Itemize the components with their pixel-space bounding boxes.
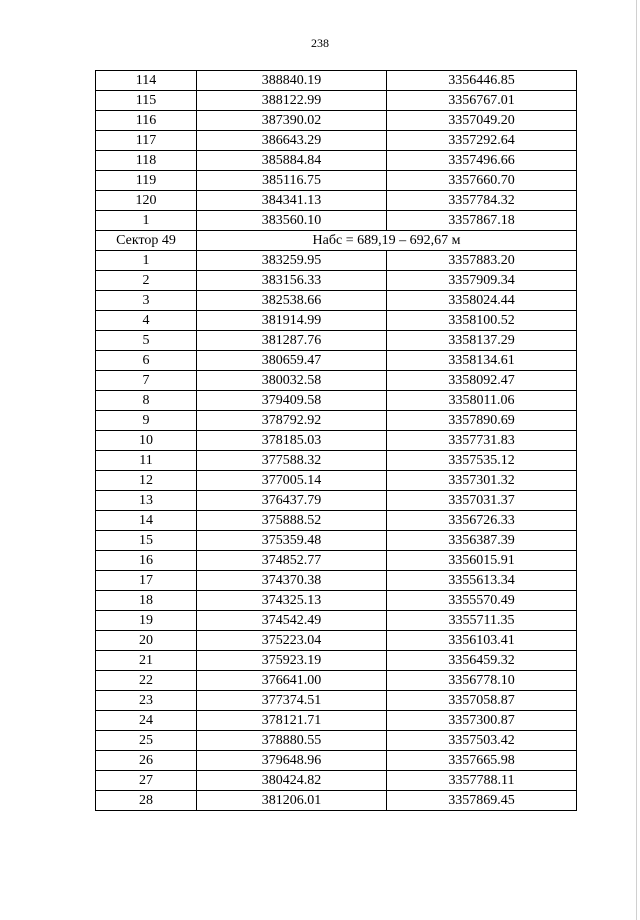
y-coordinate-cell: 3356103.41 — [387, 631, 577, 651]
x-coordinate-cell: 383259.95 — [197, 251, 387, 271]
table-body-top — [96, 71, 577, 231]
table-row — [96, 571, 577, 591]
y-coordinate-cell: 3358024.44 — [387, 291, 577, 311]
y-coordinate-cell: 3357031.37 — [387, 491, 577, 511]
y-coordinate-cell: 3358137.29 — [387, 331, 577, 351]
table-row — [96, 391, 577, 411]
x-coordinate-cell: 375888.52 — [197, 511, 387, 531]
section-row — [96, 231, 577, 251]
x-coordinate-cell: 381914.99 — [197, 311, 387, 331]
point-number-cell: 4 — [96, 311, 197, 331]
y-coordinate-cell: 3357890.69 — [387, 411, 577, 431]
x-coordinate-cell: 380424.82 — [197, 771, 387, 791]
point-number-cell: 117 — [96, 131, 197, 151]
table-row — [96, 191, 577, 211]
point-number-cell: 26 — [96, 751, 197, 771]
section-header — [96, 231, 577, 251]
y-coordinate-cell: 3357301.32 — [387, 471, 577, 491]
table-row — [96, 771, 577, 791]
table-body-bottom — [96, 251, 577, 811]
table-row — [96, 751, 577, 771]
y-coordinate-cell: 3358092.47 — [387, 371, 577, 391]
point-number-cell: 9 — [96, 411, 197, 431]
point-number-cell: 12 — [96, 471, 197, 491]
page-edge-line — [636, 0, 637, 920]
point-number-cell: 13 — [96, 491, 197, 511]
table-row — [96, 351, 577, 371]
point-number-cell: 6 — [96, 351, 197, 371]
y-coordinate-cell: 3356387.39 — [387, 531, 577, 551]
table-row — [96, 471, 577, 491]
x-coordinate-cell: 388122.99 — [197, 91, 387, 111]
table-row — [96, 411, 577, 431]
point-number-cell: 22 — [96, 671, 197, 691]
y-coordinate-cell: 3356015.91 — [387, 551, 577, 571]
y-coordinate-cell: 3357869.45 — [387, 791, 577, 811]
y-coordinate-cell: 3357503.42 — [387, 731, 577, 751]
table-row — [96, 211, 577, 231]
x-coordinate-cell: 380032.58 — [197, 371, 387, 391]
table-row — [96, 551, 577, 571]
y-coordinate-cell: 3357784.32 — [387, 191, 577, 211]
x-coordinate-cell: 387390.02 — [197, 111, 387, 131]
point-number-cell: 15 — [96, 531, 197, 551]
point-number-cell: 2 — [96, 271, 197, 291]
point-number-cell: 16 — [96, 551, 197, 571]
section-altitude: Набс = 689,19 – 692,67 м — [197, 231, 577, 251]
table-row — [96, 331, 577, 351]
point-number-cell: 116 — [96, 111, 197, 131]
x-coordinate-cell: 378121.71 — [197, 711, 387, 731]
y-coordinate-cell: 3357731.83 — [387, 431, 577, 451]
x-coordinate-cell: 375223.04 — [197, 631, 387, 651]
x-coordinate-cell: 376641.00 — [197, 671, 387, 691]
point-number-cell: 19 — [96, 611, 197, 631]
y-coordinate-cell: 3357058.87 — [387, 691, 577, 711]
y-coordinate-cell: 3356459.32 — [387, 651, 577, 671]
point-number-cell: 25 — [96, 731, 197, 751]
point-number-cell: 10 — [96, 431, 197, 451]
x-coordinate-cell: 374370.38 — [197, 571, 387, 591]
x-coordinate-cell: 376437.79 — [197, 491, 387, 511]
point-number-cell: 120 — [96, 191, 197, 211]
table-row — [96, 791, 577, 811]
y-coordinate-cell: 3355570.49 — [387, 591, 577, 611]
table-row — [96, 271, 577, 291]
table-row — [96, 671, 577, 691]
y-coordinate-cell: 3358100.52 — [387, 311, 577, 331]
point-number-cell: 119 — [96, 171, 197, 191]
y-coordinate-cell: 3357788.11 — [387, 771, 577, 791]
y-coordinate-cell: 3357867.18 — [387, 211, 577, 231]
x-coordinate-cell: 377588.32 — [197, 451, 387, 471]
point-number-cell: 5 — [96, 331, 197, 351]
x-coordinate-cell: 379409.58 — [197, 391, 387, 411]
y-coordinate-cell: 3357300.87 — [387, 711, 577, 731]
table-row — [96, 171, 577, 191]
table-row — [96, 311, 577, 331]
table-row — [96, 531, 577, 551]
x-coordinate-cell: 375359.48 — [197, 531, 387, 551]
table-row — [96, 111, 577, 131]
y-coordinate-cell: 3357660.70 — [387, 171, 577, 191]
point-number-cell: 27 — [96, 771, 197, 791]
section-label: Сектор 49 — [96, 231, 197, 251]
y-coordinate-cell: 3357292.64 — [387, 131, 577, 151]
point-number-cell: 118 — [96, 151, 197, 171]
x-coordinate-cell: 388840.19 — [197, 71, 387, 91]
point-number-cell: 21 — [96, 651, 197, 671]
table-row — [96, 251, 577, 271]
table-row — [96, 91, 577, 111]
table-row — [96, 491, 577, 511]
x-coordinate-cell: 383560.10 — [197, 211, 387, 231]
table-row — [96, 511, 577, 531]
y-coordinate-cell: 3356726.33 — [387, 511, 577, 531]
point-number-cell: 3 — [96, 291, 197, 311]
x-coordinate-cell: 385884.84 — [197, 151, 387, 171]
point-number-cell: 114 — [96, 71, 197, 91]
table-row — [96, 711, 577, 731]
y-coordinate-cell: 3357665.98 — [387, 751, 577, 771]
y-coordinate-cell: 3356446.85 — [387, 71, 577, 91]
point-number-cell: 14 — [96, 511, 197, 531]
x-coordinate-cell: 380659.47 — [197, 351, 387, 371]
x-coordinate-cell: 378880.55 — [197, 731, 387, 751]
point-number-cell: 8 — [96, 391, 197, 411]
table-row — [96, 131, 577, 151]
y-coordinate-cell: 3356767.01 — [387, 91, 577, 111]
x-coordinate-cell: 381287.76 — [197, 331, 387, 351]
x-coordinate-cell: 381206.01 — [197, 791, 387, 811]
point-number-cell: 23 — [96, 691, 197, 711]
y-coordinate-cell: 3357496.66 — [387, 151, 577, 171]
table-row — [96, 451, 577, 471]
x-coordinate-cell: 383156.33 — [197, 271, 387, 291]
point-number-cell: 11 — [96, 451, 197, 471]
page-number: 238 — [311, 36, 329, 50]
table-row — [96, 591, 577, 611]
table-row — [96, 151, 577, 171]
table-row — [96, 71, 577, 91]
point-number-cell: 20 — [96, 631, 197, 651]
point-number-cell: 24 — [96, 711, 197, 731]
x-coordinate-cell: 374542.49 — [197, 611, 387, 631]
point-number-cell: 18 — [96, 591, 197, 611]
point-number-cell: 115 — [96, 91, 197, 111]
x-coordinate-cell: 378792.92 — [197, 411, 387, 431]
table-row — [96, 431, 577, 451]
x-coordinate-cell: 379648.96 — [197, 751, 387, 771]
coordinates-table — [95, 70, 577, 811]
point-number-cell: 17 — [96, 571, 197, 591]
x-coordinate-cell: 374325.13 — [197, 591, 387, 611]
x-coordinate-cell: 385116.75 — [197, 171, 387, 191]
x-coordinate-cell: 374852.77 — [197, 551, 387, 571]
point-number-cell: 1 — [96, 251, 197, 271]
x-coordinate-cell: 377374.51 — [197, 691, 387, 711]
table-row — [96, 691, 577, 711]
y-coordinate-cell: 3357535.12 — [387, 451, 577, 471]
point-number-cell: 28 — [96, 791, 197, 811]
x-coordinate-cell: 386643.29 — [197, 131, 387, 151]
x-coordinate-cell: 384341.13 — [197, 191, 387, 211]
y-coordinate-cell: 3357883.20 — [387, 251, 577, 271]
table-row — [96, 731, 577, 751]
y-coordinate-cell: 3356778.10 — [387, 671, 577, 691]
table-row — [96, 291, 577, 311]
y-coordinate-cell: 3355613.34 — [387, 571, 577, 591]
x-coordinate-cell: 375923.19 — [197, 651, 387, 671]
point-number-cell: 7 — [96, 371, 197, 391]
table-row — [96, 611, 577, 631]
x-coordinate-cell: 378185.03 — [197, 431, 387, 451]
y-coordinate-cell: 3357909.34 — [387, 271, 577, 291]
x-coordinate-cell: 382538.66 — [197, 291, 387, 311]
y-coordinate-cell: 3358134.61 — [387, 351, 577, 371]
table-row — [96, 651, 577, 671]
x-coordinate-cell: 377005.14 — [197, 471, 387, 491]
point-number-cell: 1 — [96, 211, 197, 231]
y-coordinate-cell: 3357049.20 — [387, 111, 577, 131]
table-row — [96, 371, 577, 391]
y-coordinate-cell: 3358011.06 — [387, 391, 577, 411]
y-coordinate-cell: 3355711.35 — [387, 611, 577, 631]
table-row — [96, 631, 577, 651]
